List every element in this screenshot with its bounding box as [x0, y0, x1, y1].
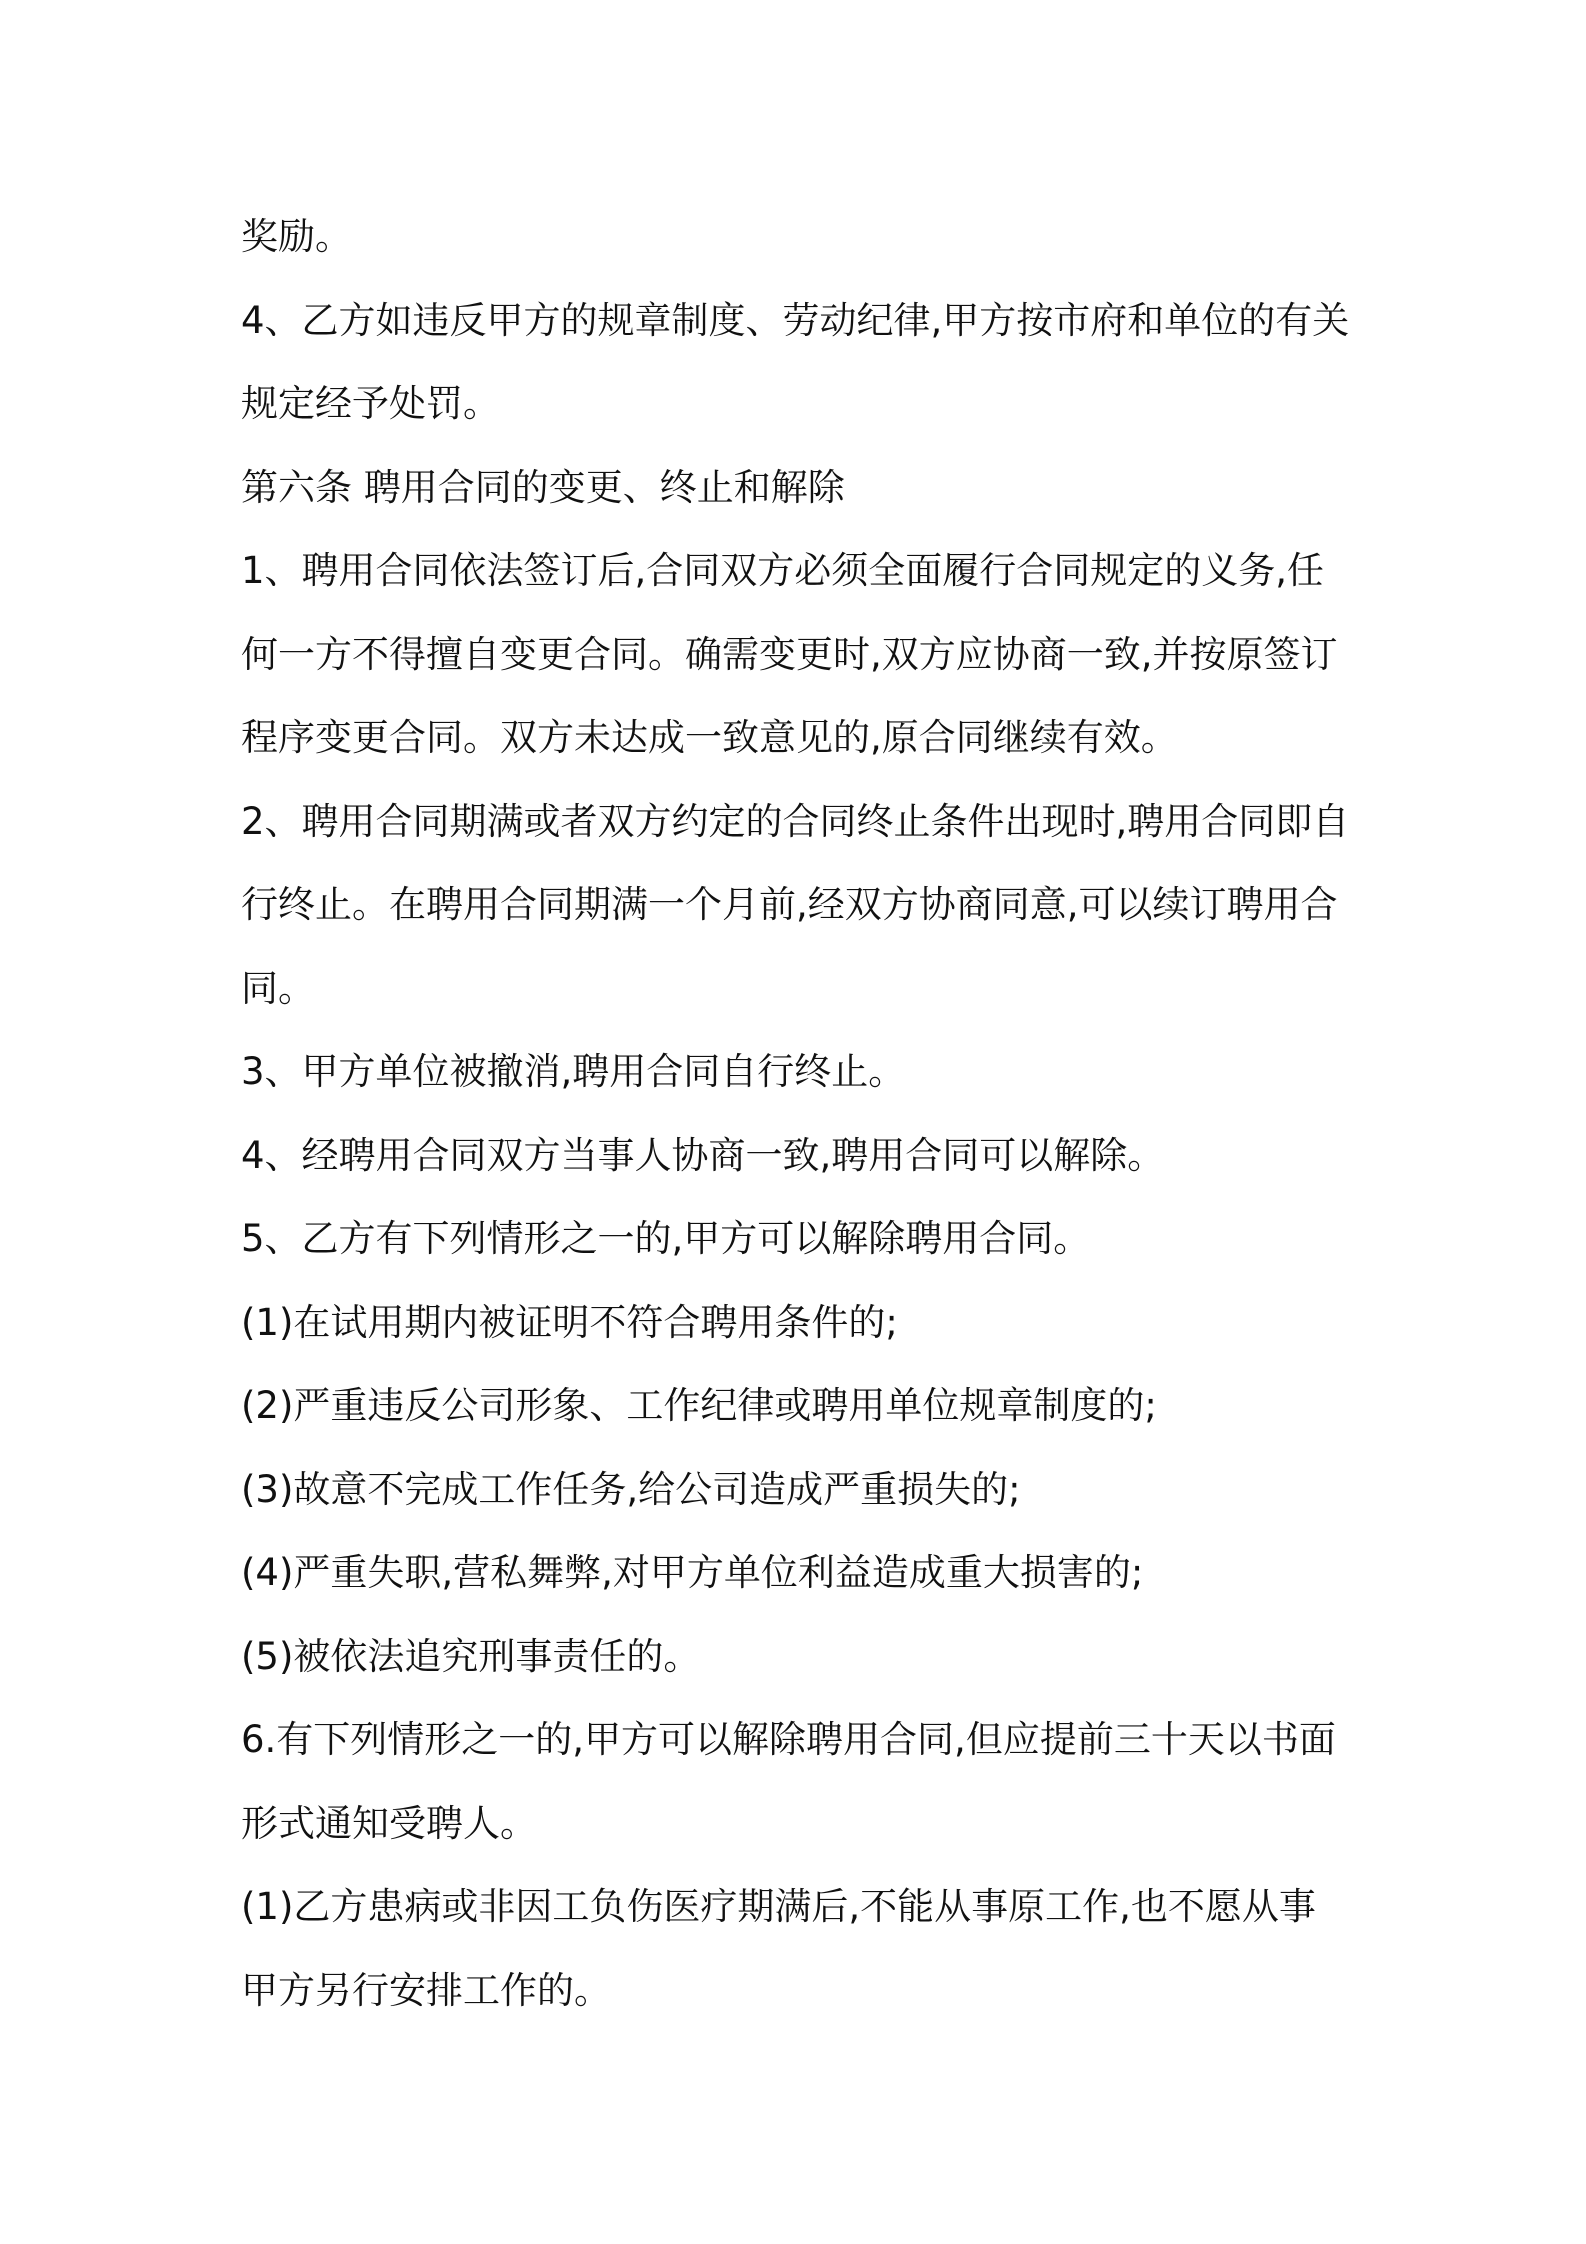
clause-2: [241, 780, 1361, 1031]
sub-clause-4: [241, 1531, 1361, 1615]
text-line: 4、乙方如违反甲方的规章制度、劳动纪律,甲方按市府和单位的有关: [241, 298, 1350, 342]
sub-clause-2: [241, 1364, 1361, 1448]
paragraph-reward-end: [241, 195, 1361, 279]
clause-4: [241, 1114, 1361, 1198]
text-line: (2)严重违反公司形象、工作纪律或聘用单位规章制度的;: [241, 1384, 1157, 1427]
article-six-heading: [241, 446, 1361, 530]
text-line: 奖励。: [241, 215, 352, 258]
document-body: [241, 195, 1361, 2032]
clause-3: [241, 1030, 1361, 1114]
clause-5: [241, 1197, 1361, 1281]
sub-clause-3: [241, 1448, 1361, 1532]
text-line: (5)被依法追究刑事责任的。: [241, 1634, 701, 1678]
paragraph-violation-penalty: [241, 279, 1361, 446]
text-line: 同。: [241, 966, 315, 1010]
text-line: 程序变更合同。双方未达成一致意见的,原合同继续有效。: [241, 716, 1178, 759]
clause-6: [241, 1698, 1361, 1865]
text-line: 4、经聘用合同双方当事人协商一致,聘用合同可以解除。: [241, 1133, 1165, 1177]
text-line: 规定经予处罚。: [241, 382, 500, 425]
sub-clause-5: [241, 1615, 1361, 1699]
clause-1: [241, 529, 1361, 780]
text-line: 第六条 聘用合同的变更、终止和解除: [241, 465, 845, 509]
clause-6-sub-clause-1: [241, 1865, 1361, 2032]
text-line: 行终止。在聘用合同期满一个月前,经双方协商同意,可以续订聘用合: [241, 883, 1338, 926]
text-line: 3、甲方单位被撤消,聘用合同自行终止。: [241, 1050, 906, 1093]
sub-clause-1: [241, 1281, 1361, 1365]
text-line: (3)故意不完成工作任务,给公司造成严重损失的;: [241, 1467, 1021, 1511]
text-line: 2、聘用合同期满或者双方约定的合同终止条件出现时,聘用合同即自: [241, 799, 1350, 843]
text-line: 5、乙方有下列情形之一的,甲方可以解除聘用合同。: [241, 1217, 1091, 1260]
text-line: (4)严重失职,营私舞弊,对甲方单位利益造成重大损害的;: [241, 1551, 1144, 1594]
text-line: 何一方不得擅自变更合同。确需变更时,双方应协商一致,并按原签订: [241, 632, 1338, 676]
text-line: (1)乙方患病或非因工负伤医疗期满后,不能从事原工作,也不愿从事: [241, 1885, 1316, 1928]
text-line: 6.有下列情形之一的,甲方可以解除聘用合同,但应提前三十天以书面: [241, 1718, 1336, 1761]
text-line: (1)在试用期内被证明不符合聘用条件的;: [241, 1300, 898, 1344]
text-line: 甲方另行安排工作的。: [241, 1968, 611, 2012]
text-line: 1、聘用合同依法签订后,合同双方必须全面履行合同规定的义务,任: [241, 549, 1325, 592]
text-line: 形式通知受聘人。: [241, 1801, 537, 1845]
